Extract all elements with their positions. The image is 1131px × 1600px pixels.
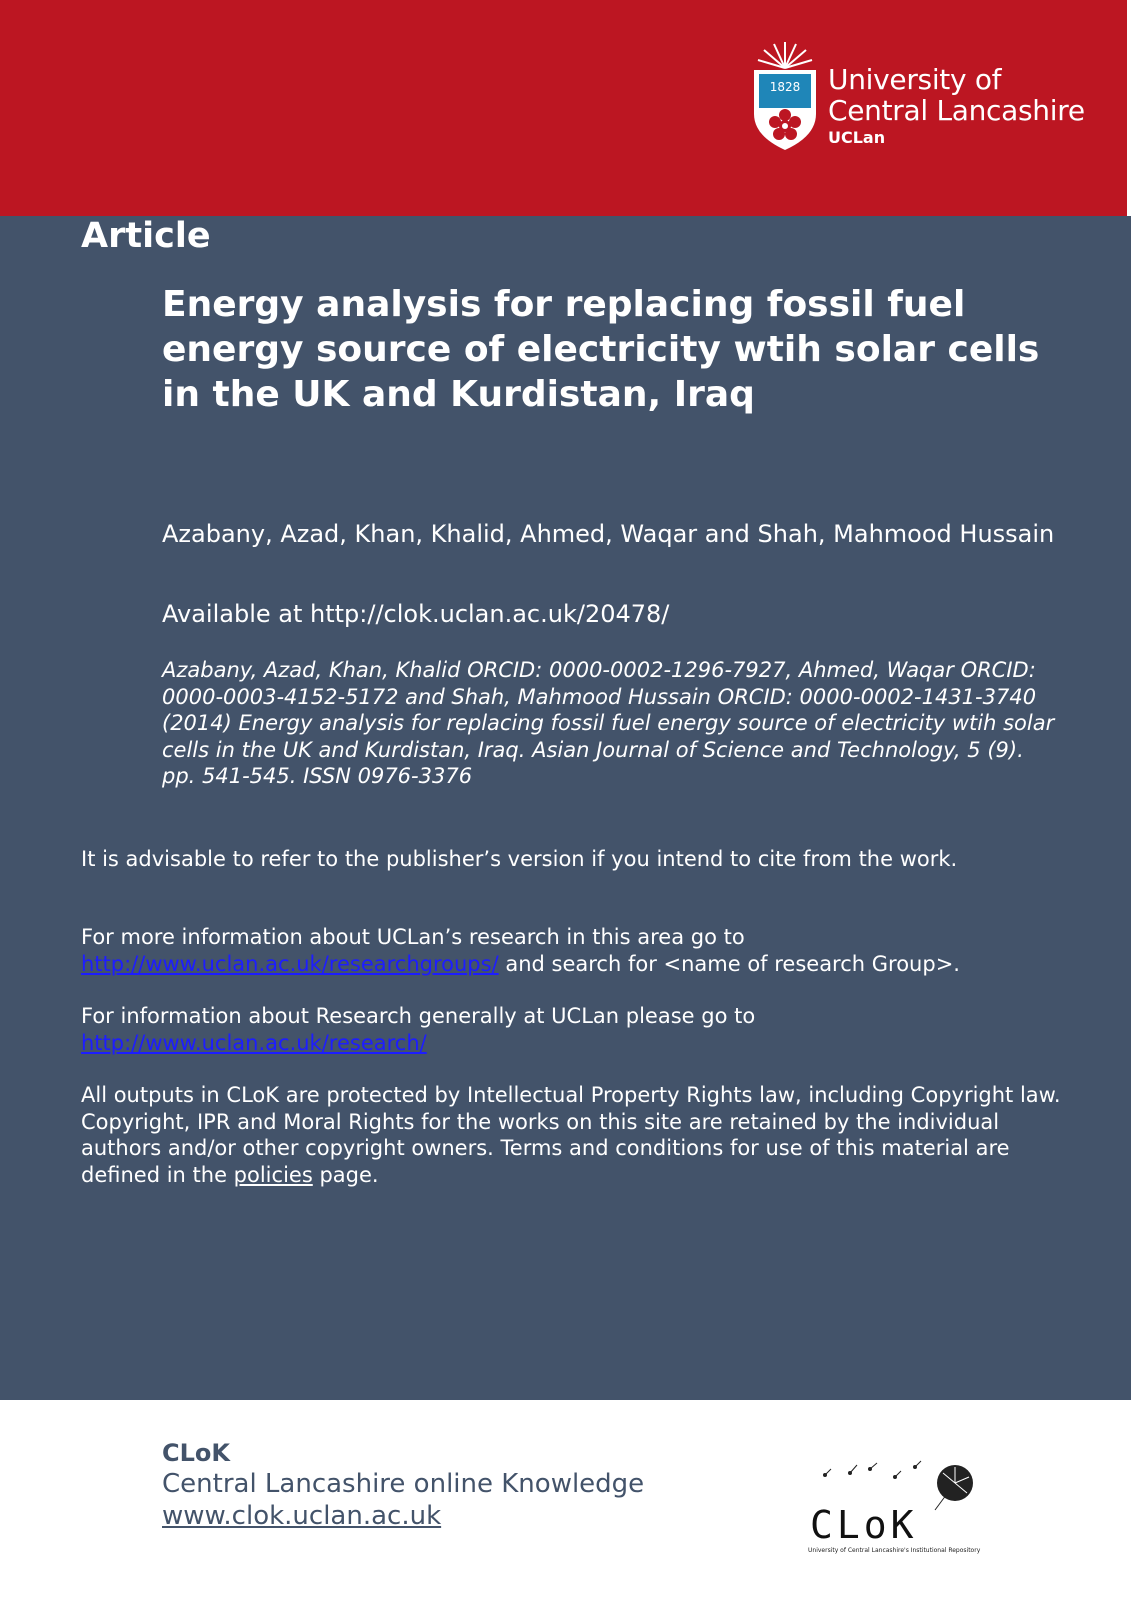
advisable-notice: It is advisable to refer to the publisher’s version if you intend to cite from the work. bbox=[81, 847, 958, 871]
clok-subtitle: Central Lancashire online Knowledge bbox=[162, 1469, 645, 1499]
crest-icon bbox=[750, 40, 820, 156]
research-groups-link[interactable]: http://www.uclan.ac.uk/researchgroups/ bbox=[81, 951, 499, 976]
university-name bbox=[828, 64, 1085, 126]
more-info-suffix: and search for <name of research Group>. bbox=[498, 951, 960, 976]
crest-year: 1828 bbox=[769, 80, 801, 94]
article-title: Energy analysis for replacing fossil fuel energy source of electricity wtih solar cells in the UK and Kurdistan, Iraq bbox=[162, 284, 1040, 415]
university-name-line2: Central Lancashire bbox=[828, 94, 1085, 127]
rights-text-end: page. bbox=[312, 1162, 379, 1187]
clok-logo-word: CLoK bbox=[810, 1503, 918, 1547]
clok-url-link[interactable]: www.clok.uclan.ac.uk bbox=[162, 1501, 442, 1531]
uclan-logo[interactable] bbox=[750, 40, 1090, 160]
item-type-label: Article bbox=[81, 216, 211, 256]
header-banner bbox=[0, 0, 1127, 216]
university-short-name: UCLan bbox=[828, 128, 886, 147]
clok-title: CLoK bbox=[162, 1439, 230, 1467]
rights-text: All outputs in CLoK are protected by Intellectual Property Rights law, including Copyright law. Copyright, IPR and Moral Rights for the works on this site are retained by the individual authors and/or other copyright owners. Terms and conditions for use of this material are defined in the bbox=[81, 1083, 1061, 1187]
available-at[interactable]: Available at http://clok.uclan.ac.uk/20478/ bbox=[162, 600, 670, 628]
research-link[interactable]: http://www.uclan.ac.uk/research/ bbox=[81, 1030, 427, 1055]
policies-link[interactable]: policies bbox=[233, 1162, 313, 1187]
general-info-text: For information about Research generally at UCLan please go to bbox=[81, 1004, 756, 1028]
footer-clok-info bbox=[162, 1438, 644, 1532]
cover-body bbox=[0, 216, 1131, 1400]
more-info-text: For more information about UCLan’s research in this area go to bbox=[81, 925, 745, 949]
university-name-line1: University of bbox=[828, 63, 1002, 96]
clok-logo-tagline: University of Central Lancashire's Institutional Repository bbox=[808, 1547, 981, 1554]
citation: Azabany, Azad, Khan, Khalid ORCID: 0000-0002-1296-7927, Ahmed, Waqar ORCID: 0000-0003-4152-5172 and Shah, Mahmood Hussain ORCID: 0000-0002-1431-3740 (2014) Energy analysis for replacing fossil fuel energy source of electricity wtih solar cells in the UK and Kurdistan, Iraq. Asian Journal of Science and Technology, 5 (9). pp. 541-545. ISSN 0976-3376 bbox=[162, 658, 1055, 788]
more-info-paragraph bbox=[81, 924, 1071, 977]
article-authors: Azabany, Azad, Khan, Khalid, Ahmed, Waqar and Shah, Mahmood Hussain bbox=[162, 520, 1055, 548]
general-info-paragraph bbox=[81, 1003, 1071, 1056]
rights-paragraph bbox=[81, 1082, 1071, 1188]
clok-logo bbox=[805, 1455, 981, 1555]
